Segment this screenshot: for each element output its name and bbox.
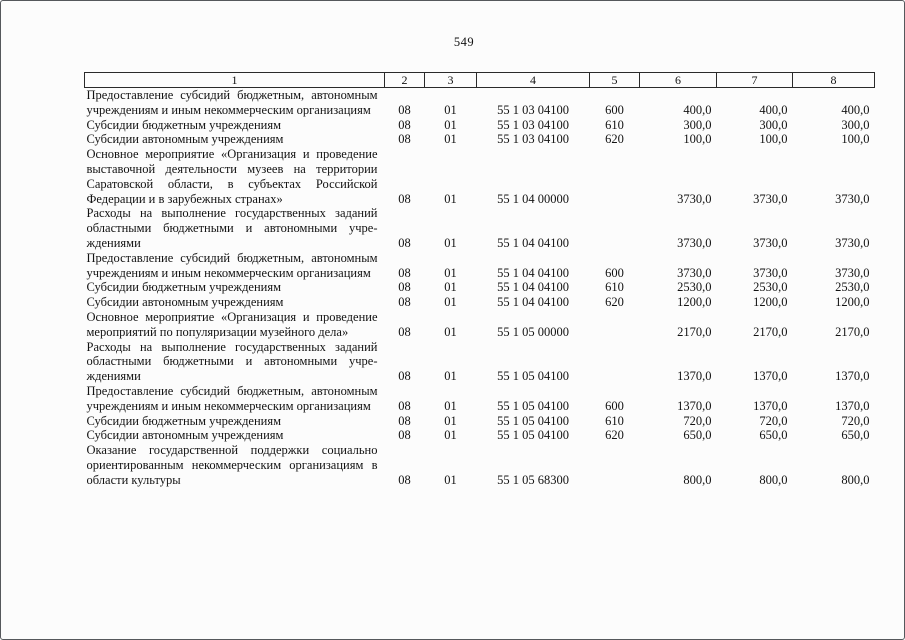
row-cell-c4: 55 1 03 04100 <box>497 117 569 132</box>
row-description: Основное мероприятие «Организация и проведение выставочной деятельности музеев на территории Саратовской области, в субъектах Российской Федерации и в зарубежных странах» <box>86 147 378 206</box>
row-cell-c6: 1370,0 <box>677 369 712 384</box>
row-cell-c2: 08 <box>398 295 411 310</box>
row-cell-c5 <box>590 340 640 384</box>
row-cell-c2: 08 <box>398 280 411 295</box>
row-cell-c4: 55 1 05 68300 <box>497 472 569 487</box>
table-row <box>85 132 875 147</box>
row-cell-c4: 55 1 04 04100 <box>497 295 569 310</box>
row-cell-c6: 800,0 <box>683 472 712 487</box>
row-cell-c2: 08 <box>398 235 411 250</box>
column-header: 1 <box>85 73 385 88</box>
budget-table <box>84 72 875 488</box>
row-cell-c4: 55 1 05 00000 <box>497 324 569 339</box>
row-cell-c5 <box>590 147 640 206</box>
row-cell-c8: 300,0 <box>841 117 870 132</box>
row-cell-c3: 01 <box>444 472 457 487</box>
row-cell-c2: 08 <box>398 428 411 443</box>
column-header: 8 <box>793 73 875 88</box>
table-row <box>85 206 875 250</box>
row-cell-c4: 55 1 03 04100 <box>497 132 569 147</box>
row-cell-c6: 650,0 <box>683 428 712 443</box>
row-description: Предоставление субсидий бюджетным, автономным учреждениям и иным некоммерческим организациям <box>86 88 378 117</box>
row-description: Субсидии автономным учреждениям <box>86 295 284 310</box>
row-cell-c2: 08 <box>398 472 411 487</box>
table-row <box>85 310 875 340</box>
row-cell-c3: 01 <box>444 324 457 339</box>
row-cell-c5: 620 <box>605 428 624 443</box>
row-cell-c3: 01 <box>444 398 457 413</box>
row-cell-c7: 3730,0 <box>753 191 788 206</box>
column-header: 4 <box>477 73 590 88</box>
row-description: Субсидии бюджетным учреждениям <box>86 413 282 428</box>
row-cell-c5: 620 <box>605 295 624 310</box>
row-cell-c8: 1200,0 <box>835 295 870 310</box>
row-description: Основное мероприятие «Организация и проведение мероприятий по популяризации музейного дела» <box>86 309 378 339</box>
row-cell-c8: 3730,0 <box>835 191 870 206</box>
row-cell-c7: 800,0 <box>759 472 788 487</box>
row-cell-c6: 400,0 <box>683 102 712 117</box>
row-description: Субсидии бюджетным учреждениям <box>86 117 282 132</box>
row-cell-c3: 01 <box>444 413 457 428</box>
table-row <box>85 295 875 310</box>
row-cell-c7: 650,0 <box>759 428 788 443</box>
column-header: 6 <box>640 73 717 88</box>
row-cell-c2: 08 <box>398 132 411 147</box>
column-header: 2 <box>385 73 425 88</box>
row-cell-c8: 2530,0 <box>835 280 870 295</box>
page-number: 549 <box>453 35 475 49</box>
row-cell-c8: 400,0 <box>841 102 870 117</box>
row-cell-c5: 600 <box>605 398 624 413</box>
row-cell-c8: 720,0 <box>841 413 870 428</box>
row-cell-c8: 1370,0 <box>835 369 870 384</box>
row-cell-c2: 08 <box>398 265 411 280</box>
row-cell-c5: 620 <box>605 132 624 147</box>
row-description: Расходы на выполнение государственных заданий областными бюджетными и автономными учреждениями <box>86 339 378 384</box>
row-description: Предоставление субсидий бюджетным, автономным учреждениям и иным некоммерческим организациям <box>86 250 378 280</box>
table-row <box>85 147 875 206</box>
table-row <box>85 443 875 487</box>
row-cell-c3: 01 <box>444 265 457 280</box>
row-cell-c2: 08 <box>398 398 411 413</box>
row-cell-c5: 610 <box>605 117 624 132</box>
row-cell-c4: 55 1 05 04100 <box>497 398 569 413</box>
row-cell-c2: 08 <box>398 191 411 206</box>
row-cell-c7: 300,0 <box>759 117 788 132</box>
row-cell-c7: 2530,0 <box>753 280 788 295</box>
row-cell-c6: 3730,0 <box>677 265 712 280</box>
row-cell-c8: 3730,0 <box>835 235 870 250</box>
row-cell-c4: 55 1 04 00000 <box>497 191 569 206</box>
row-cell-c7: 2170,0 <box>753 324 788 339</box>
row-cell-c3: 01 <box>444 117 457 132</box>
row-cell-c4: 55 1 05 04100 <box>497 413 569 428</box>
row-cell-c3: 01 <box>444 191 457 206</box>
row-cell-c3: 01 <box>444 369 457 384</box>
row-cell-c8: 650,0 <box>841 428 870 443</box>
row-cell-c5 <box>590 310 640 340</box>
column-header: 7 <box>717 73 793 88</box>
row-cell-c7: 1370,0 <box>753 369 788 384</box>
row-cell-c5 <box>590 206 640 250</box>
row-description: Оказание государственной поддержки социально ориентированным некоммерческим организациям в области культуры <box>86 443 378 487</box>
row-cell-c8: 3730,0 <box>835 265 870 280</box>
row-description: Субсидии автономным учреждениям <box>86 428 284 443</box>
row-cell-c3: 01 <box>444 280 457 295</box>
row-cell-c2: 08 <box>398 369 411 384</box>
row-cell-c3: 01 <box>444 295 457 310</box>
table-row <box>85 428 875 443</box>
row-cell-c4: 55 1 04 04100 <box>497 265 569 280</box>
row-cell-c3: 01 <box>444 428 457 443</box>
table-row <box>85 384 875 414</box>
table-row <box>85 280 875 295</box>
row-cell-c6: 3730,0 <box>677 235 712 250</box>
row-cell-c5: 600 <box>605 102 624 117</box>
row-cell-c2: 08 <box>398 117 411 132</box>
row-cell-c6: 3730,0 <box>677 191 712 206</box>
row-cell-c3: 01 <box>444 102 457 117</box>
row-cell-c6: 2170,0 <box>677 324 712 339</box>
row-cell-c5 <box>590 443 640 487</box>
row-cell-c5: 610 <box>605 280 624 295</box>
row-description: Субсидии автономным учреждениям <box>86 132 284 147</box>
table-body <box>85 88 875 488</box>
table-row <box>85 251 875 281</box>
row-cell-c7: 100,0 <box>759 132 788 147</box>
row-cell-c7: 1370,0 <box>753 398 788 413</box>
row-cell-c4: 55 1 03 04100 <box>497 102 569 117</box>
row-cell-c3: 01 <box>444 235 457 250</box>
row-cell-c3: 01 <box>444 132 457 147</box>
row-cell-c7: 3730,0 <box>753 265 788 280</box>
row-cell-c7: 720,0 <box>759 413 788 428</box>
row-cell-c6: 1370,0 <box>677 398 712 413</box>
column-header: 3 <box>425 73 477 88</box>
row-cell-c2: 08 <box>398 102 411 117</box>
row-cell-c7: 1200,0 <box>753 295 788 310</box>
row-description: Предоставление субсидий бюджетным, автономным учреждениям и иным некоммерческим организациям <box>86 383 378 413</box>
row-cell-c7: 400,0 <box>759 102 788 117</box>
row-cell-c4: 55 1 04 04100 <box>497 280 569 295</box>
row-cell-c2: 08 <box>398 413 411 428</box>
table-row <box>85 414 875 429</box>
row-cell-c4: 55 1 05 04100 <box>497 428 569 443</box>
row-cell-c6: 300,0 <box>683 117 712 132</box>
row-cell-c8: 800,0 <box>841 472 870 487</box>
row-cell-c6: 2530,0 <box>677 280 712 295</box>
row-cell-c5: 600 <box>605 265 624 280</box>
row-cell-c4: 55 1 05 04100 <box>497 369 569 384</box>
row-cell-c7: 3730,0 <box>753 235 788 250</box>
row-cell-c6: 1200,0 <box>677 295 712 310</box>
row-description: Расходы на выполнение государственных заданий областными бюджетными и автономными учреждениями <box>86 206 378 250</box>
row-cell-c8: 1370,0 <box>835 398 870 413</box>
table-row <box>85 340 875 384</box>
column-header: 5 <box>590 73 640 88</box>
row-cell-c2: 08 <box>398 324 411 339</box>
table-header-row <box>85 73 875 88</box>
table-row <box>85 118 875 133</box>
row-description: Субсидии бюджетным учреждениям <box>86 280 282 295</box>
row-cell-c6: 720,0 <box>683 413 712 428</box>
row-cell-c4: 55 1 04 04100 <box>497 235 569 250</box>
row-cell-c5: 610 <box>605 413 624 428</box>
row-cell-c8: 2170,0 <box>835 324 870 339</box>
row-cell-c6: 100,0 <box>683 132 712 147</box>
row-cell-c8: 100,0 <box>841 132 870 147</box>
table-row <box>85 88 875 118</box>
